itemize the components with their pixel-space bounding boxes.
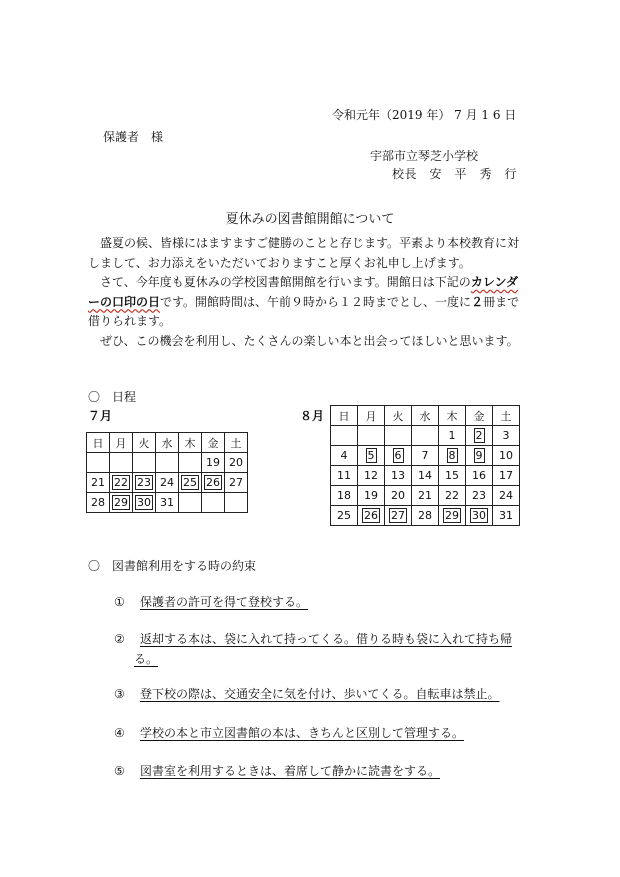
august-weekday-row: [331, 406, 520, 426]
weekday-cell: 月: [110, 433, 133, 453]
weekday-cell: 木: [439, 406, 466, 426]
letter-body: [88, 234, 528, 351]
rule-text: 図書室を利用するときは、着席して静かに読書をする。: [140, 764, 441, 778]
paragraph-announcement: [88, 273, 528, 332]
day-cell: 19: [358, 486, 385, 506]
day-cell: 15: [439, 466, 466, 486]
weekday-cell: 火: [385, 406, 412, 426]
open-day-mark: 26: [364, 509, 378, 522]
july-week-row: [87, 473, 248, 493]
day-cell: 31: [156, 493, 179, 513]
day-cell: 21: [412, 486, 439, 506]
day-cell: 20: [385, 486, 412, 506]
open-day-cell: [358, 446, 385, 466]
rule-text: 保護者の許可を得て登校する。: [140, 595, 309, 609]
day-cell: [110, 453, 133, 473]
day-cell: 10: [493, 446, 520, 466]
day-cell: 14: [412, 466, 439, 486]
weekday-cell: 日: [87, 433, 110, 453]
weekday-cell: 月: [358, 406, 385, 426]
july-week-row: [87, 493, 248, 513]
day-cell: [202, 493, 225, 513]
day-cell: [385, 426, 412, 446]
day-cell: 18: [331, 486, 358, 506]
weekday-cell: 土: [225, 433, 248, 453]
day-cell: [133, 453, 156, 473]
day-cell: 16: [466, 466, 493, 486]
weekday-cell: 金: [466, 406, 493, 426]
august-week-row: [331, 506, 520, 526]
august-week-row: [331, 446, 520, 466]
day-cell: 27: [225, 473, 248, 493]
day-cell: 11: [331, 466, 358, 486]
rule-text: 返却する本は、袋に入れて持ってくる。借りる時も袋に入れて持ち帰: [140, 632, 513, 646]
recipient: 保護者 様: [103, 130, 164, 144]
text-segment: さて、今年度も夏休みの学校図書館開館を行います。開館日は下記の: [100, 275, 471, 289]
open-day-cell: [439, 506, 466, 526]
day-cell: 22: [439, 486, 466, 506]
open-day-mark: 29: [114, 496, 128, 509]
day-cell: 4: [331, 446, 358, 466]
open-day-mark: 5: [367, 449, 375, 462]
open-day-cell: [179, 473, 202, 493]
open-day-mark: 25: [183, 476, 197, 489]
open-day-cell: [358, 506, 385, 526]
weekday-cell: 火: [133, 433, 156, 453]
july-label: ７月: [88, 409, 113, 423]
july-calendar: [86, 432, 248, 513]
day-cell: 17: [493, 466, 520, 486]
calendar-highlight-text: カレンダーの口印の日: [88, 275, 519, 309]
text-segment: 冊まで借りられます。: [88, 294, 520, 328]
open-day-mark: 26: [206, 476, 220, 489]
july-week-row: [87, 453, 248, 473]
day-cell: 19: [202, 453, 225, 473]
document-title: 夏休みの図書館開館について: [225, 212, 395, 227]
open-day-cell: [466, 446, 493, 466]
rule-item: [114, 724, 464, 741]
weekday-cell: 土: [493, 406, 520, 426]
day-cell: 28: [412, 506, 439, 526]
open-day-mark: 2: [475, 429, 483, 442]
day-cell: 21: [87, 473, 110, 493]
open-day-cell: [385, 506, 412, 526]
day-cell: [358, 426, 385, 446]
weekday-cell: 日: [331, 406, 358, 426]
day-cell: [412, 426, 439, 446]
letter-date: 令和元年（2019 年） 7 月 1 6 日: [332, 108, 517, 122]
open-day-cell: [110, 473, 133, 493]
august-label: ８月: [300, 409, 325, 423]
day-cell: [156, 453, 179, 473]
day-cell: 13: [385, 466, 412, 486]
august-calendar: [330, 405, 520, 526]
rule-number: ②: [114, 632, 125, 646]
open-day-cell: [133, 493, 156, 513]
open-day-mark: 8: [448, 449, 456, 462]
day-cell: [87, 453, 110, 473]
open-day-mark: 30: [137, 496, 151, 509]
day-cell: 1: [439, 426, 466, 446]
day-cell: 7: [412, 446, 439, 466]
july-weekday-row: [87, 433, 248, 453]
open-day-cell: [466, 426, 493, 446]
open-day-cell: [110, 493, 133, 513]
open-day-cell: [466, 506, 493, 526]
rule-item: [114, 685, 500, 702]
open-day-mark: 27: [391, 509, 405, 522]
weekday-cell: 木: [179, 433, 202, 453]
weekday-cell: 水: [412, 406, 439, 426]
day-cell: 25: [331, 506, 358, 526]
weekday-cell: 水: [156, 433, 179, 453]
rule-item: [114, 630, 512, 647]
open-day-mark: 22: [114, 476, 128, 489]
rule-number: ③: [114, 687, 125, 701]
open-day-cell: [439, 446, 466, 466]
paragraph-greeting: 盛夏の候、皆様にはますますご健勝のことと存じます。平素より本校教育に対しまして、お力添えをいただいておりますこと厚くお礼申し上げます。: [88, 236, 520, 270]
august-week-row: [331, 426, 520, 446]
rule-text: る。: [134, 652, 159, 666]
rule-item-continuation: [134, 650, 158, 667]
day-cell: 24: [493, 486, 520, 506]
day-cell: 23: [466, 486, 493, 506]
day-cell: 20: [225, 453, 248, 473]
open-day-mark: 30: [472, 509, 486, 522]
august-week-row: [331, 486, 520, 506]
open-day-mark: 6: [394, 449, 402, 462]
schedule-heading: 〇 日程: [88, 390, 137, 404]
open-day-cell: [385, 446, 412, 466]
book-limit: ２: [471, 294, 484, 309]
principal-name: 校長 安 平 秀 行: [392, 167, 518, 181]
day-cell: [225, 493, 248, 513]
paragraph-closing: ぜひ、この機会を利用し、たくさんの楽しい本と出会ってほしいと思います。: [100, 333, 519, 348]
day-cell: [179, 493, 202, 513]
rule-number: ④: [114, 726, 125, 740]
day-cell: 24: [156, 473, 179, 493]
august-week-row: [331, 466, 520, 486]
open-day-mark: 9: [475, 449, 483, 462]
open-day-mark: 23: [137, 476, 151, 489]
open-day-mark: 29: [445, 509, 459, 522]
text-segment: です。開館時間は、午前９時から１２時までとし、一度に: [160, 294, 472, 309]
day-cell: 31: [493, 506, 520, 526]
rule-item: [114, 593, 308, 610]
rule-text: 学校の本と市立図書館の本は、きちんと区別して管理する。: [140, 726, 465, 740]
rule-number: ⑤: [114, 764, 125, 778]
day-cell: [179, 453, 202, 473]
school-name: 宇部市立琴芝小学校: [370, 149, 479, 163]
weekday-cell: 金: [202, 433, 225, 453]
open-day-cell: [202, 473, 225, 493]
day-cell: 12: [358, 466, 385, 486]
rule-number: ①: [114, 595, 125, 609]
day-cell: [331, 426, 358, 446]
rule-item: [114, 762, 440, 779]
day-cell: 3: [493, 426, 520, 446]
rules-heading: 〇 図書館利用をする時の約束: [88, 559, 257, 573]
day-cell: 28: [87, 493, 110, 513]
rule-text: 登下校の際は、交通安全に気を付け、歩いてくる。自転車は禁止。: [140, 687, 500, 701]
open-day-cell: [133, 473, 156, 493]
